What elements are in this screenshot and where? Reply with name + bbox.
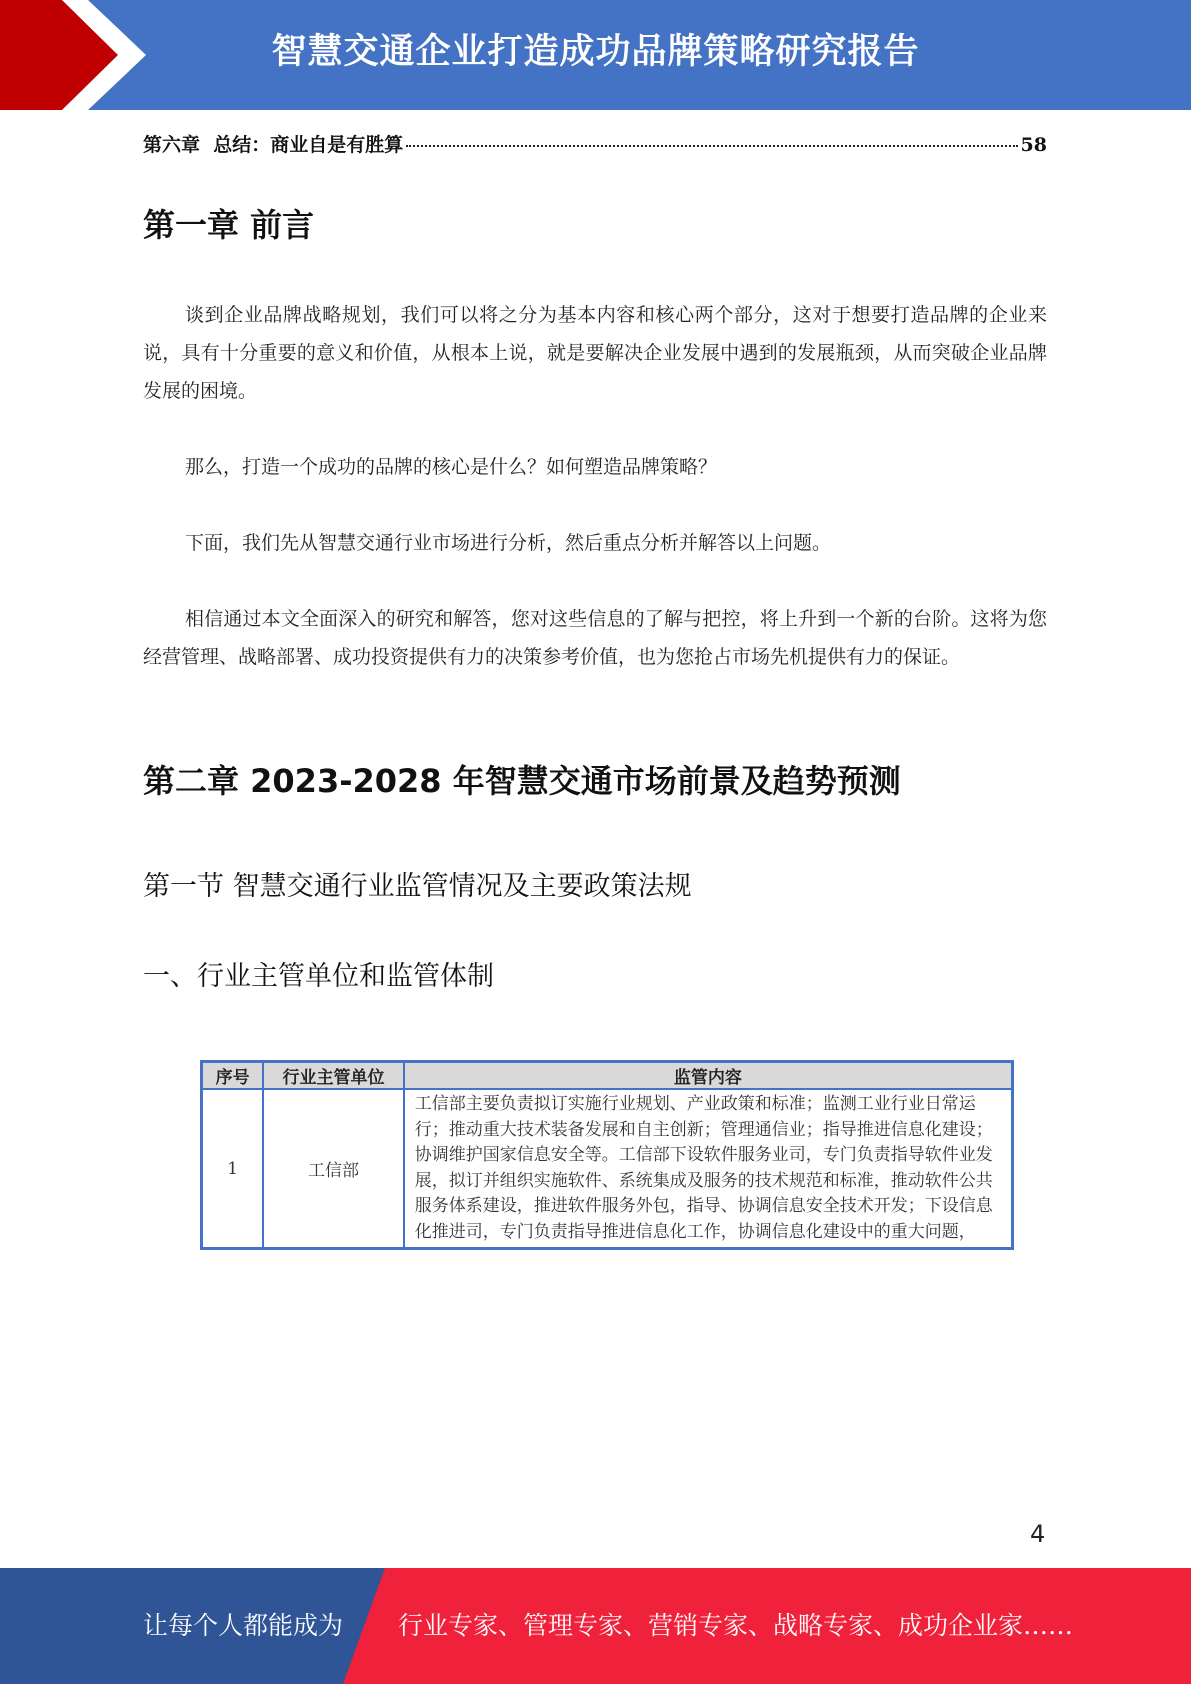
page-header — [0, 0, 1191, 110]
page-number: 4 — [1030, 1520, 1046, 1548]
subsection-heading: 一、行业主管单位和监管体制 — [143, 961, 494, 992]
table-cell-content: 工信部主要负责拟订实施行业规划、产业政策和标准；监测工业行业日常运行；推动重大技术装备发展和自主创新；管理通信业；指导推进信息化建设；协调维护国家信息安全等。工信部下设软件服务业司，专门负责指导软件业发展，拟订并组织实施软件、系统集成及服务的技术规范和标准，推动软件公共服务体系建设，推进软件服务外包，指导、协调信息安全技术开发；下设信息化推进司，专门负责指导推进信息化工作，协调信息化建设中的重大问题， — [404, 1089, 1013, 1249]
toc-entry-page: 58 — [1020, 134, 1047, 156]
section-heading: 第一节 智慧交通行业监管情况及主要政策法规 — [143, 871, 692, 902]
regulator-table — [200, 1060, 1014, 1250]
table-row — [202, 1089, 1013, 1249]
paragraph-4: 相信通过本文全面深入的研究和解答，您对这些信息的了解与把控，将上升到一个新的台阶。这将为您经营管理、战略部署、成功投资提供有力的决策参考价值，也为您抢占市场先机提供有力的保证。 — [143, 608, 1047, 668]
table-cell-no: 1 — [202, 1089, 264, 1249]
toc-entry[interactable] — [143, 130, 1047, 160]
paragraph-1: 谈到企业品牌战略规划，我们可以将之分为基本内容和核心两个部分，这对于想要打造品牌的企业来说，具有十分重要的意义和价值，从根本上说，就是要解决企业发展中遇到的发展瓶颈，从而突破企业品牌发展的困境。 — [143, 304, 1047, 402]
toc-leader-dots — [406, 145, 1017, 147]
paragraph-3: 下面，我们先从智慧交通行业市场进行分析，然后重点分析并解答以上问题。 — [185, 532, 832, 554]
table-header-no: 序号 — [202, 1062, 264, 1090]
table-header-unit: 行业主管单位 — [263, 1062, 403, 1090]
toc-entry-label: 第六章 总结：商业自是有胜算 — [143, 134, 404, 156]
table-header-row — [202, 1062, 1013, 1090]
report-title: 智慧交通企业打造成功品牌策略研究报告 — [271, 32, 920, 72]
page-footer — [0, 1568, 1191, 1684]
paragraph-2: 那么，打造一个成功的品牌的核心是什么？如何塑造品牌策略？ — [185, 456, 718, 478]
footer-slogan-right: 行业专家、管理专家、营销专家、战略专家、成功企业家…… — [398, 1611, 1074, 1640]
table-cell-unit: 工信部 — [263, 1089, 403, 1249]
footer-slogan-left: 让每个人都能成为 — [143, 1611, 344, 1640]
chapter-1-heading: 第一章 前言 — [143, 206, 315, 244]
chapter-2-heading: 第二章 2023-2028 年智慧交通市场前景及趋势预测 — [143, 762, 901, 800]
table-header-content: 监管内容 — [404, 1062, 1013, 1090]
